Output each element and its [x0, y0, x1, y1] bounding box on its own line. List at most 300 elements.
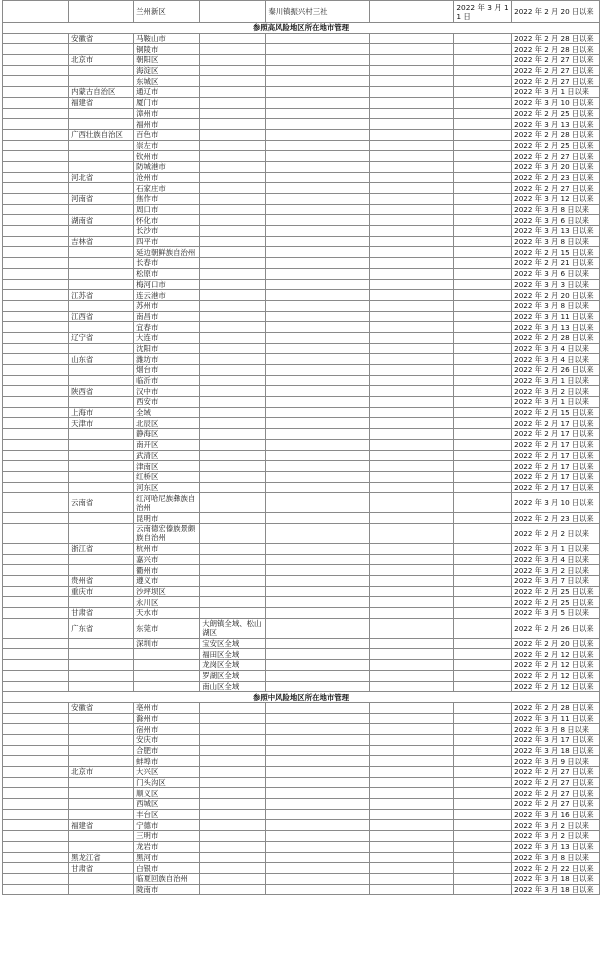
cell-empty: [369, 119, 454, 130]
cell-empty: [369, 140, 454, 151]
cell-province: 重庆市: [69, 586, 134, 597]
cell-empty: [454, 767, 512, 778]
cell-empty: [3, 713, 69, 724]
cell-empty: [454, 119, 512, 130]
cell-since-date: 2022 年 2 月 22 日以来: [512, 863, 600, 874]
cell-empty: [266, 194, 369, 205]
cell-area: [200, 482, 266, 493]
cell-empty: [3, 343, 69, 354]
cell-province: [69, 429, 134, 440]
cell-since-date: 2022 年 2 月 17 日以来: [512, 482, 600, 493]
cell-empty: [369, 44, 454, 55]
table-row: [3, 724, 600, 735]
cell-since-date: 2022 年 2 月 2 日以来: [512, 523, 600, 543]
table-row: [3, 873, 600, 884]
cell-empty: [3, 471, 69, 482]
cell-empty: [3, 565, 69, 576]
cell-province: [69, 831, 134, 842]
cell-empty: [369, 873, 454, 884]
cell-since-date: 2022 年 2 月 20 日以来: [512, 290, 600, 301]
cell-empty: [266, 365, 369, 376]
cell-empty: [266, 809, 369, 820]
cell-empty: [3, 119, 69, 130]
cell-city: 长沙市: [134, 226, 200, 237]
table-row: [3, 204, 600, 215]
cell-province: [69, 724, 134, 735]
cell-since-date: 2022 年 2 月 12 日以来: [512, 660, 600, 671]
cell-empty: [266, 831, 369, 842]
cell-province: 吉林省: [69, 236, 134, 247]
table-row: [3, 226, 600, 237]
table-row: [3, 290, 600, 301]
cell-province: [69, 183, 134, 194]
cell-province: [69, 397, 134, 408]
cell-area: [200, 493, 266, 513]
cell-empty: [369, 482, 454, 493]
cell-empty: [369, 713, 454, 724]
section-title: 参照中风险地区所在地市管理: [3, 692, 600, 703]
cell-empty: [454, 76, 512, 87]
cell-province: [69, 226, 134, 237]
cell-since-date: 2022 年 2 月 27 日以来: [512, 55, 600, 66]
cell-empty: [3, 831, 69, 842]
cell-empty: [454, 183, 512, 194]
cell-city: 朝阳区: [134, 55, 200, 66]
cell-city: 临沂市: [134, 375, 200, 386]
cell-province: 广西壮族自治区: [69, 129, 134, 140]
cell-province: [69, 554, 134, 565]
cell-since-date: 2022 年 3 月 5 日以来: [512, 608, 600, 619]
table-row: [3, 140, 600, 151]
cell-area: [200, 151, 266, 162]
cell-empty: [266, 407, 369, 418]
table-row: [3, 439, 600, 450]
cell-empty: [369, 204, 454, 215]
table-row: [3, 161, 600, 172]
cell-since-date: 2022 年 2 月 27 日以来: [512, 76, 600, 87]
cell-area: [200, 745, 266, 756]
cell-area: 大朗镇全域、松山湖区: [200, 618, 266, 638]
cell-empty: [266, 799, 369, 810]
cell-empty: [266, 788, 369, 799]
cell-empty: [454, 300, 512, 311]
cell-empty: [454, 290, 512, 301]
cell-since-date: 2022 年 3 月 2 日以来: [512, 386, 600, 397]
table-row: [3, 554, 600, 565]
table-row: [3, 322, 600, 333]
cell-area: [200, 756, 266, 767]
cell-empty: [3, 279, 69, 290]
cell-empty: [266, 439, 369, 450]
cell-empty: [369, 279, 454, 290]
cell-province: [69, 450, 134, 461]
cell-area: [200, 161, 266, 172]
cell-area: [200, 734, 266, 745]
cell-area: [200, 873, 266, 884]
cell-city: 安庆市: [134, 734, 200, 745]
cell-empty: [369, 439, 454, 450]
cell-empty: [266, 65, 369, 76]
cell-empty: [369, 375, 454, 386]
cell-empty: [3, 161, 69, 172]
cell-empty: [454, 375, 512, 386]
table-row: [3, 543, 600, 554]
cell-province: 北京市: [69, 55, 134, 66]
cell-city: 福州市: [134, 119, 200, 130]
cell-empty: [369, 33, 454, 44]
cell-empty: [266, 884, 369, 895]
cell-province: 湖南省: [69, 215, 134, 226]
cell-empty: [266, 670, 369, 681]
cell-area: [200, 311, 266, 322]
table-row: [3, 87, 600, 98]
cell-empty: [369, 543, 454, 554]
cell-empty: [369, 247, 454, 258]
cell-province: [69, 884, 134, 895]
cell-province: [69, 670, 134, 681]
cell-area: [200, 397, 266, 408]
cell-since-date: 2022 年 2 月 25 日以来: [512, 586, 600, 597]
cell-empty: [3, 841, 69, 852]
cell-empty: [369, 745, 454, 756]
cell-province: [69, 841, 134, 852]
cell-since-date: 2022 年 3 月 2 日以来: [512, 820, 600, 831]
table-row: [3, 429, 600, 440]
cell-province: [69, 279, 134, 290]
cell-empty: [266, 724, 369, 735]
cell-area: [200, 471, 266, 482]
cell-city: [134, 681, 200, 692]
cell-empty: [369, 194, 454, 205]
cell-empty: [454, 140, 512, 151]
table-row: [3, 461, 600, 472]
cell-province: [69, 649, 134, 660]
cell-city: 河东区: [134, 482, 200, 493]
cell-empty: [454, 513, 512, 524]
cell-area: [200, 204, 266, 215]
cell-since-date: 2022 年 3 月 16 日以来: [512, 809, 600, 820]
cell-since-date: 2022 年 2 月 17 日以来: [512, 429, 600, 440]
cell-city: 石家庄市: [134, 183, 200, 194]
cell-province: [69, 638, 134, 649]
cell-city: 遵义市: [134, 576, 200, 587]
cell-area: [200, 268, 266, 279]
cell-since-date: 2022 年 2 月 17 日以来: [512, 439, 600, 450]
table-row: [3, 332, 600, 343]
cell-empty: [454, 649, 512, 660]
cell-empty: [266, 576, 369, 587]
cell-empty: [454, 87, 512, 98]
cell-province: [69, 204, 134, 215]
cell-area: 罗湖区全域: [200, 670, 266, 681]
cell-city: 百色市: [134, 129, 200, 140]
cell-empty: [3, 87, 69, 98]
cell-empty: [369, 311, 454, 322]
cell-since-date: 2022 年 3 月 13 日以来: [512, 322, 600, 333]
table-row: [3, 258, 600, 269]
cell-empty: [266, 76, 369, 87]
cell-empty: [3, 268, 69, 279]
cell-empty: [3, 236, 69, 247]
cell-empty: [369, 820, 454, 831]
cell-since-date: 2022 年 2 月 27 日以来: [512, 788, 600, 799]
cell-area: [200, 461, 266, 472]
cell-empty: [266, 660, 369, 671]
cell-empty: [454, 809, 512, 820]
cell-empty: [3, 799, 69, 810]
cell-province: [69, 439, 134, 450]
cell-empty: [3, 33, 69, 44]
cell-city: [134, 660, 200, 671]
table-row: [3, 236, 600, 247]
cell-empty: [454, 756, 512, 767]
cell-empty: [266, 873, 369, 884]
cell-city: 嘉兴市: [134, 554, 200, 565]
cell-empty: [369, 322, 454, 333]
cell-empty: [454, 397, 512, 408]
cell-empty: [3, 97, 69, 108]
cell-since-date: 2022 年 2 月 26 日以来: [512, 365, 600, 376]
cell-empty: [266, 204, 369, 215]
cell-empty: [369, 493, 454, 513]
cell-empty: [3, 482, 69, 493]
cell-empty: [3, 586, 69, 597]
cell-city: 红河哈尼族彝族自治州: [134, 493, 200, 513]
cell-empty: [3, 1, 69, 23]
cell-province: [69, 809, 134, 820]
cell-area: [200, 65, 266, 76]
cell-empty: [454, 831, 512, 842]
cell-area: [200, 831, 266, 842]
cell-province: 江苏省: [69, 290, 134, 301]
cell-empty: [369, 767, 454, 778]
cell-since-date: 2022 年 2 月 12 日以来: [512, 681, 600, 692]
cell-empty: [266, 618, 369, 638]
cell-empty: [266, 745, 369, 756]
table-row: [3, 702, 600, 713]
cell-empty: [369, 97, 454, 108]
cell-province: [69, 322, 134, 333]
cell-area: [200, 429, 266, 440]
cell-empty: [454, 884, 512, 895]
cell-empty: [3, 523, 69, 543]
table-row: [3, 745, 600, 756]
cell-since-date: 2022 年 2 月 20 日以来: [512, 1, 600, 23]
cell-province: [69, 471, 134, 482]
cell-empty: [454, 172, 512, 183]
cell-empty: [266, 418, 369, 429]
cell-city: 龙岩市: [134, 841, 200, 852]
cell-empty: [266, 429, 369, 440]
cell-province: [69, 44, 134, 55]
cell-city: 永川区: [134, 597, 200, 608]
cell-city: 临夏回族自治州: [134, 873, 200, 884]
cell-province: [69, 247, 134, 258]
cell-area: 龙岗区全域: [200, 660, 266, 671]
cell-since-date: 2022 年 2 月 26 日以来: [512, 618, 600, 638]
cell-empty: [3, 140, 69, 151]
cell-city: 怀化市: [134, 215, 200, 226]
cell-province: [69, 161, 134, 172]
table-row: [3, 129, 600, 140]
cell-since-date: 2022 年 3 月 13 日以来: [512, 841, 600, 852]
cell-empty: [3, 439, 69, 450]
cell-empty: [369, 332, 454, 343]
cell-area: [200, 702, 266, 713]
cell-city: 蚌埠市: [134, 756, 200, 767]
cell-empty: [369, 608, 454, 619]
table-row: [3, 681, 600, 692]
cell-province: 黑龙江省: [69, 852, 134, 863]
table-row: [3, 597, 600, 608]
cell-area: [200, 586, 266, 597]
cell-county: 兰州新区: [134, 1, 200, 23]
cell-empty: [3, 76, 69, 87]
cell-province: [69, 777, 134, 788]
cell-empty: [266, 586, 369, 597]
cell-empty: [454, 386, 512, 397]
table-row: [3, 576, 600, 587]
cell-since-date: 2022 年 3 月 11 日以来: [512, 713, 600, 724]
cell-empty: [266, 471, 369, 482]
cell-empty: [369, 597, 454, 608]
cell-empty: [369, 586, 454, 597]
table-row: [3, 119, 600, 130]
cell-since-date: 2022 年 3 月 10 日以来: [512, 493, 600, 513]
cell-area: [200, 140, 266, 151]
table-row: [3, 482, 600, 493]
cell-area: [200, 450, 266, 461]
cell-empty: [266, 300, 369, 311]
cell-city: 沙坪坝区: [134, 586, 200, 597]
cell-area: [200, 226, 266, 237]
cell-empty: [454, 247, 512, 258]
cell-empty: [454, 745, 512, 756]
cell-empty: [3, 767, 69, 778]
cell-empty: [3, 660, 69, 671]
cell-empty: [266, 151, 369, 162]
cell-since-date: 2022 年 2 月 17 日以来: [512, 461, 600, 472]
cell-province: [69, 523, 134, 543]
cell-empty: [369, 638, 454, 649]
cell-empty: [369, 365, 454, 376]
table-row: [3, 397, 600, 408]
cell-area: [200, 543, 266, 554]
cell-area: [200, 554, 266, 565]
cell-province: 云南省: [69, 493, 134, 513]
cell-empty: [369, 788, 454, 799]
cell-empty: [266, 450, 369, 461]
cell-city: 铜陵市: [134, 44, 200, 55]
cell-since-date: 2022 年 2 月 28 日以来: [512, 702, 600, 713]
cell-empty: [266, 44, 369, 55]
section-header-row: [3, 692, 600, 703]
cell-city: 红桥区: [134, 471, 200, 482]
cell-city: 四平市: [134, 236, 200, 247]
cell-empty: [266, 767, 369, 778]
cell-city: 焦作市: [134, 194, 200, 205]
cell-empty: [369, 681, 454, 692]
table-row: [3, 279, 600, 290]
cell-empty: [3, 852, 69, 863]
cell-province: 甘肃省: [69, 608, 134, 619]
cell-province: 上海市: [69, 407, 134, 418]
cell-empty: [369, 129, 454, 140]
table-row: [3, 183, 600, 194]
table-row: [3, 493, 600, 513]
cell-empty: [3, 597, 69, 608]
cell-city: 南开区: [134, 439, 200, 450]
cell-province: 天津市: [69, 418, 134, 429]
cell-empty: [369, 226, 454, 237]
cell-empty: [3, 724, 69, 735]
cell-empty: [369, 55, 454, 66]
cell-province: 福建省: [69, 820, 134, 831]
cell-province: [69, 343, 134, 354]
cell-empty: [454, 354, 512, 365]
cell-area: [200, 33, 266, 44]
cell-province: [69, 597, 134, 608]
cell-empty: [454, 554, 512, 565]
cell-area: [200, 523, 266, 543]
cell-empty: [369, 65, 454, 76]
cell-empty: [369, 576, 454, 587]
cell-empty: [369, 258, 454, 269]
cell-empty: [454, 820, 512, 831]
cell-empty: [266, 649, 369, 660]
cell-empty: [266, 565, 369, 576]
cell-city: 天水市: [134, 608, 200, 619]
cell-empty: [3, 702, 69, 713]
cell-area: [200, 788, 266, 799]
table-row: [3, 884, 600, 895]
table-row: [3, 863, 600, 874]
cell-city: 深圳市: [134, 638, 200, 649]
cell-empty: [454, 450, 512, 461]
cell-empty: [3, 129, 69, 140]
cell-city: 沈阳市: [134, 343, 200, 354]
cell-empty: [454, 702, 512, 713]
cell-empty: [454, 55, 512, 66]
cell-city: 厦门市: [134, 97, 200, 108]
table-row: [3, 809, 600, 820]
cell-empty: [454, 365, 512, 376]
cell-province: [69, 660, 134, 671]
cell-since-date: 2022 年 3 月 12 日以来: [512, 194, 600, 205]
cell-area: [200, 87, 266, 98]
cell-since-date: 2022 年 2 月 28 日以来: [512, 33, 600, 44]
cell-city: 烟台市: [134, 365, 200, 376]
cell-empty: [369, 660, 454, 671]
cell-area: [200, 884, 266, 895]
cell-empty: [3, 461, 69, 472]
cell-empty: [454, 461, 512, 472]
cell-empty: [369, 461, 454, 472]
cell-province: [69, 119, 134, 130]
cell-empty: [3, 365, 69, 376]
table-row: [3, 65, 600, 76]
table-row: [3, 565, 600, 576]
cell-empty: [266, 397, 369, 408]
cell-area: [200, 279, 266, 290]
cell-area: [200, 172, 266, 183]
cell-empty: [3, 55, 69, 66]
cell-empty: [266, 322, 369, 333]
cell-empty: [3, 386, 69, 397]
table-row: [3, 660, 600, 671]
cell-province: 河北省: [69, 172, 134, 183]
cell-empty: [369, 523, 454, 543]
